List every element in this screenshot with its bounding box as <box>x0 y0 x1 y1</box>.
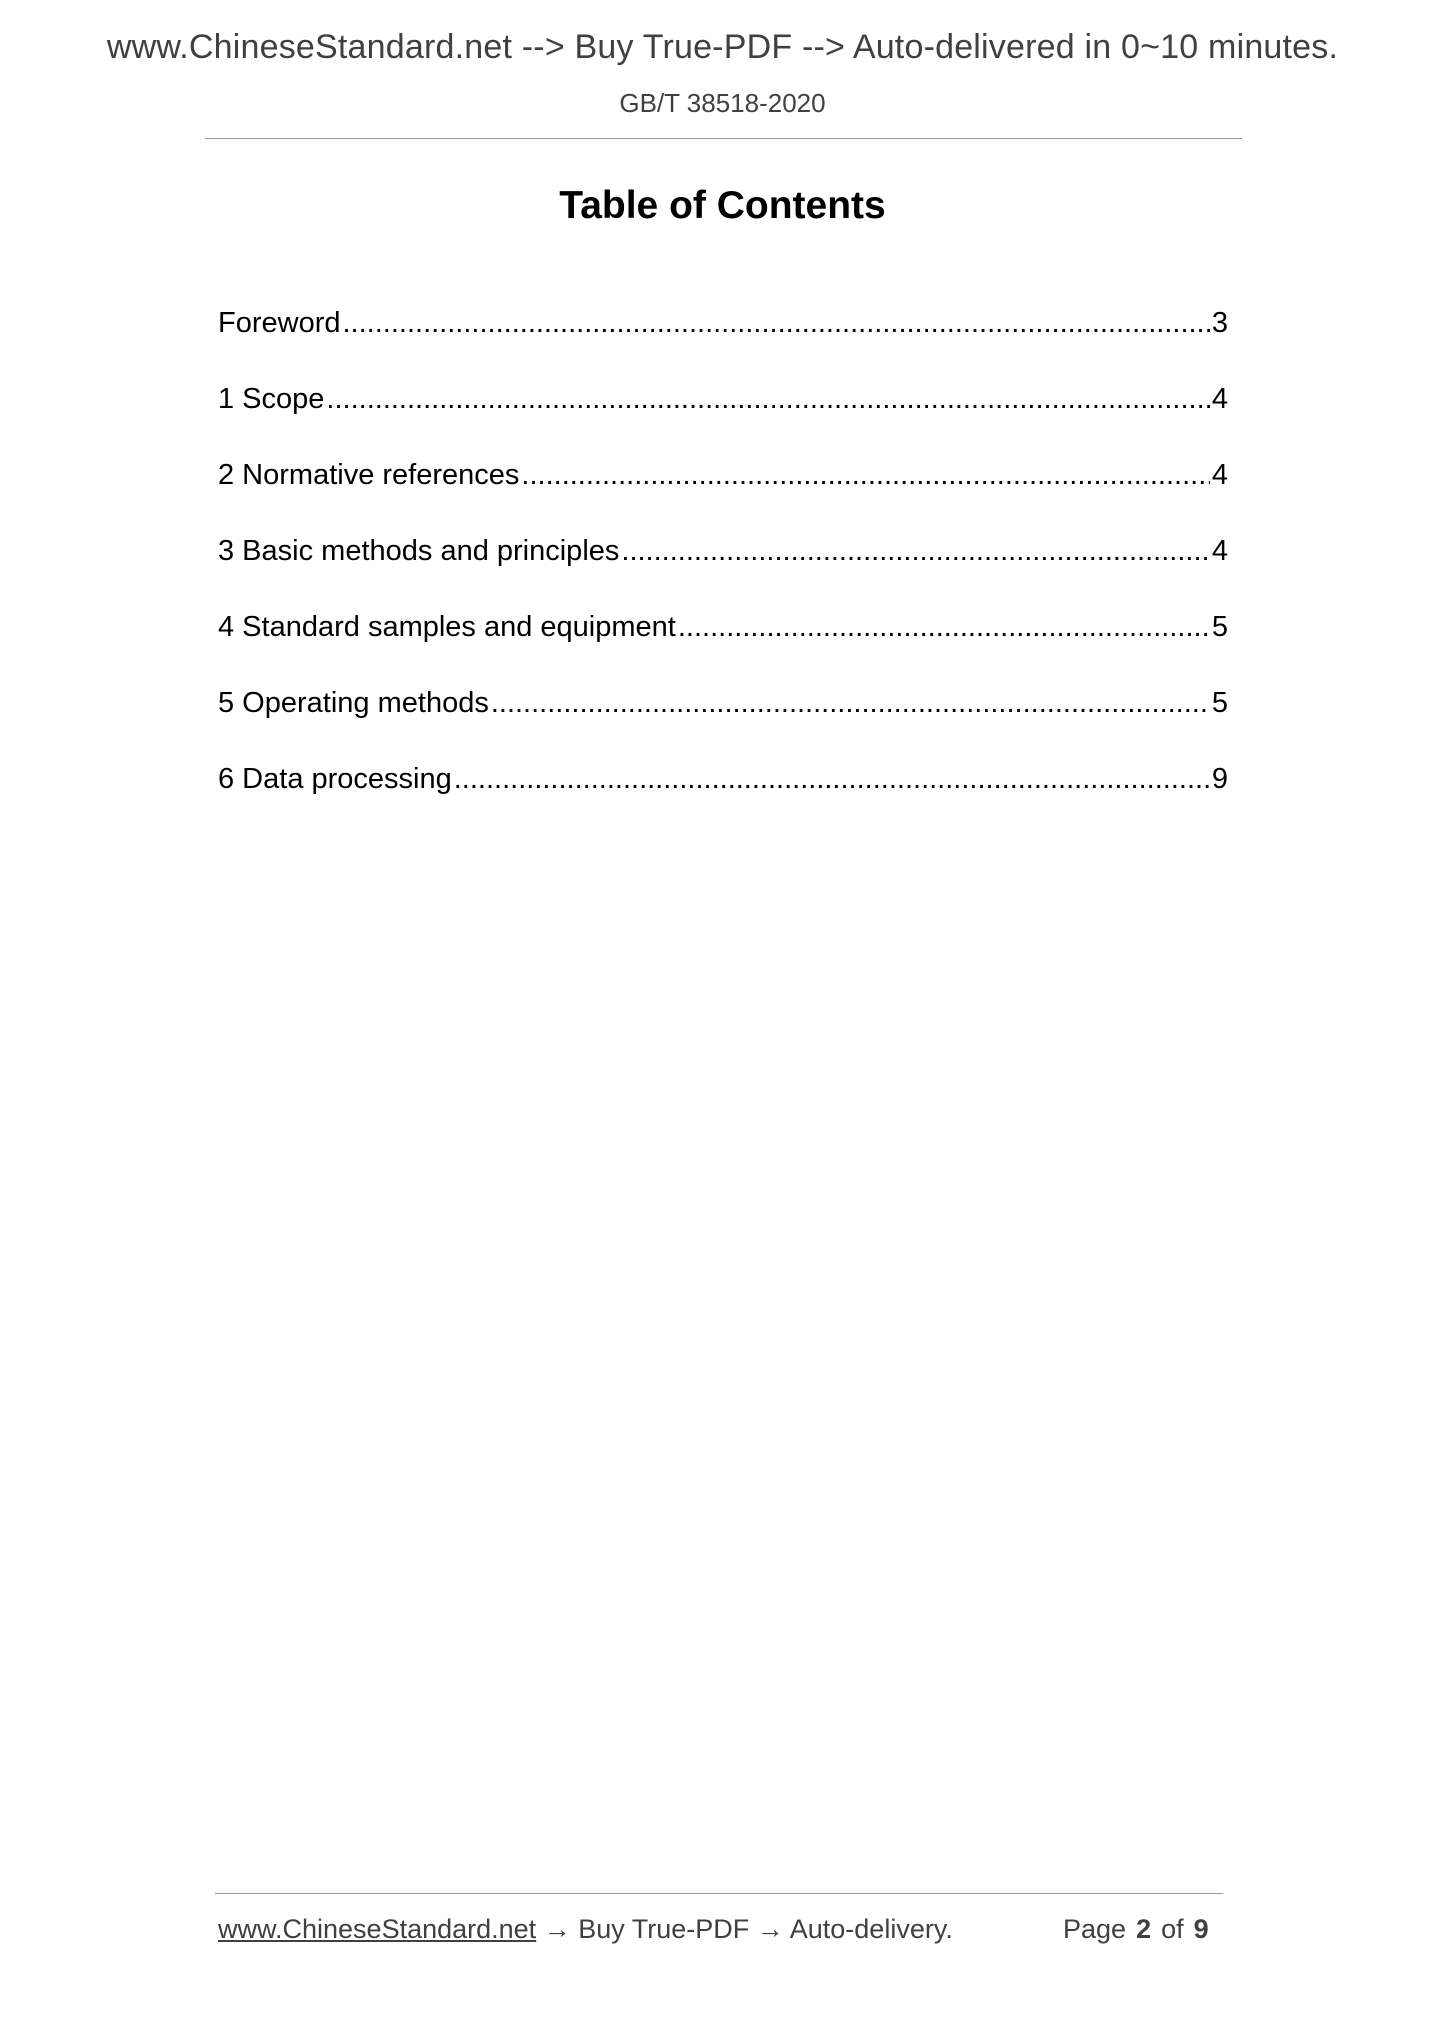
toc-entry-page: 3 <box>1211 307 1228 339</box>
page-word: Page <box>1063 1914 1127 1944</box>
toc-entry-scope[interactable] <box>218 381 1228 457</box>
toc-leader-dots <box>678 609 1210 645</box>
toc-title: Table of Contents <box>559 184 886 227</box>
toc-entry-label: 5 Operating methods <box>218 687 489 719</box>
current-page-number: 2 <box>1136 1914 1152 1944</box>
header-divider <box>205 138 1242 139</box>
toc-leader-dots <box>343 305 1210 341</box>
toc-entry-label: 6 Data processing <box>218 763 452 795</box>
toc-leader-dots <box>521 457 1209 493</box>
toc-entry-label: Foreword <box>218 307 341 339</box>
page-counter <box>1063 1914 1209 1945</box>
toc-entry-page: 4 <box>1211 459 1228 491</box>
toc-list <box>218 305 1228 837</box>
footer-site-link[interactable]: www.ChineseStandard.net <box>218 1914 537 1944</box>
header-banner: www.ChineseStandard.net --> Buy True-PDF --> Auto-delivered in 0~10 minutes. <box>106 28 1339 66</box>
toc-entry-standard-samples[interactable] <box>218 609 1228 685</box>
toc-entry-page: 4 <box>1211 383 1228 415</box>
standard-code: GB/T 38518-2020 <box>619 88 826 118</box>
toc-entry-label: 2 Normative references <box>218 459 520 491</box>
toc-entry-label: 3 Basic methods and principles <box>218 535 620 567</box>
total-pages-number: 9 <box>1193 1914 1209 1944</box>
toc-entry-page: 4 <box>1211 535 1228 567</box>
toc-entry-page: 9 <box>1211 763 1228 795</box>
toc-entry-basic-methods[interactable] <box>218 533 1228 609</box>
toc-entry-page: 5 <box>1211 611 1228 643</box>
toc-entry-label: 4 Standard samples and equipment <box>218 611 676 643</box>
footer-tagline: → Buy True-PDF → Auto-delivery. <box>543 1914 953 1944</box>
footer-promo <box>218 1914 953 1945</box>
toc-leader-dots <box>454 761 1210 797</box>
toc-entry-operating-methods[interactable] <box>218 685 1228 761</box>
toc-entry-foreword[interactable] <box>218 305 1228 381</box>
toc-leader-dots <box>326 381 1209 417</box>
toc-entry-label: 1 Scope <box>218 383 325 415</box>
toc-leader-dots <box>491 685 1210 721</box>
of-word: of <box>1161 1914 1184 1944</box>
toc-entry-data-processing[interactable] <box>218 761 1228 837</box>
toc-leader-dots <box>621 533 1209 569</box>
toc-entry-normative-references[interactable] <box>218 457 1228 533</box>
toc-entry-page: 5 <box>1211 687 1228 719</box>
footer-divider <box>215 1893 1223 1894</box>
